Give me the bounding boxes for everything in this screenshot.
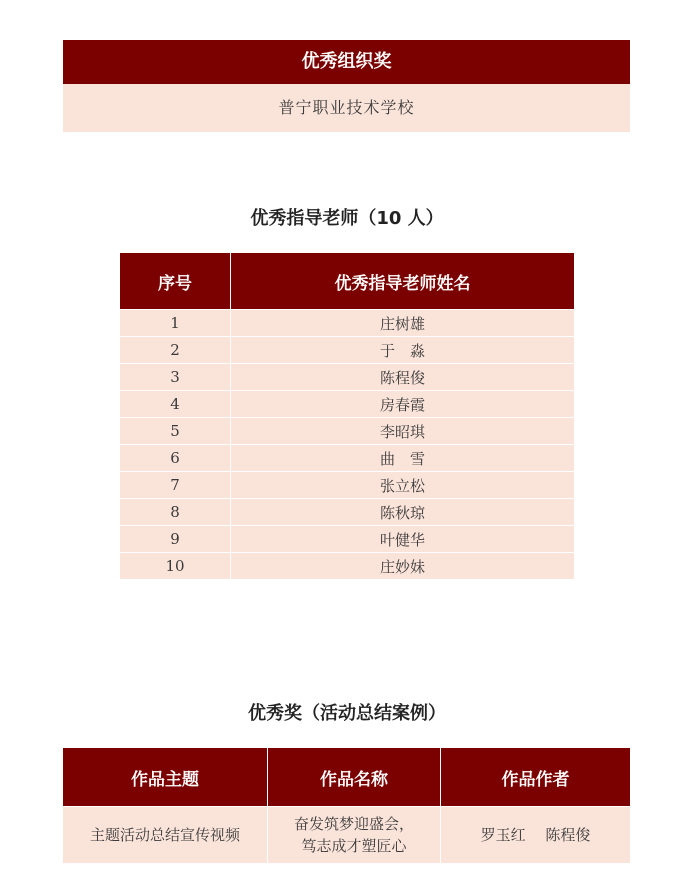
row-name: 于 淼 <box>231 337 575 364</box>
table-row <box>120 472 574 499</box>
works-table <box>63 748 630 863</box>
row-no: 2 <box>120 337 231 364</box>
work-name-line-2: 笃志成才塑匠心 <box>301 837 407 855</box>
table-row <box>120 553 574 580</box>
row-name: 庄妙妹 <box>231 553 575 580</box>
row-no: 3 <box>120 364 231 391</box>
row-no: 6 <box>120 445 231 472</box>
row-no: 1 <box>120 310 231 337</box>
works-header-row <box>63 748 630 807</box>
table-row <box>63 807 630 864</box>
table-row <box>120 418 574 445</box>
table-row <box>120 391 574 418</box>
table-row <box>120 526 574 553</box>
table-row <box>120 364 574 391</box>
work-authors: 罗玉红 陈程俊 <box>441 807 631 864</box>
work-theme: 主题活动总结宣传视频 <box>63 807 268 864</box>
row-no: 4 <box>120 391 231 418</box>
teachers-header-row <box>120 253 574 310</box>
row-no: 8 <box>120 499 231 526</box>
work-name-line-1: 奋发筑梦迎盛会， <box>293 815 414 833</box>
row-name: 李昭琪 <box>231 418 575 445</box>
row-name: 房春霞 <box>231 391 575 418</box>
header-work-authors: 作品作者 <box>501 769 570 790</box>
row-no: 9 <box>120 526 231 553</box>
row-name: 曲 雪 <box>231 445 575 472</box>
row-name: 张立松 <box>231 472 575 499</box>
org-award-title: 优秀组织奖 <box>63 40 630 84</box>
header-work-theme: 作品主题 <box>63 748 268 807</box>
row-no: 7 <box>120 472 231 499</box>
table-row <box>120 499 574 526</box>
row-name: 陈程俊 <box>231 364 575 391</box>
row-name: 庄树雄 <box>231 310 575 337</box>
work-name <box>268 807 441 864</box>
table-row <box>120 310 574 337</box>
header-teacher-name: 优秀指导老师姓名 <box>334 273 471 294</box>
header-work-name: 作品名称 <box>268 748 441 807</box>
org-award-school: 普宁职业技术学校 <box>63 84 630 132</box>
org-award-table <box>63 40 630 132</box>
table-row <box>120 445 574 472</box>
row-name: 陈秋琼 <box>231 499 575 526</box>
teachers-section-title: 优秀指导老师（10 人） <box>250 208 444 229</box>
row-name: 叶健华 <box>231 526 575 553</box>
works-section-title: 优秀奖（活动总结案例） <box>248 703 446 724</box>
teachers-table <box>120 253 574 579</box>
row-no: 5 <box>120 418 231 445</box>
table-row <box>120 337 574 364</box>
row-no: 10 <box>120 553 231 580</box>
header-no: 序号 <box>120 253 231 310</box>
